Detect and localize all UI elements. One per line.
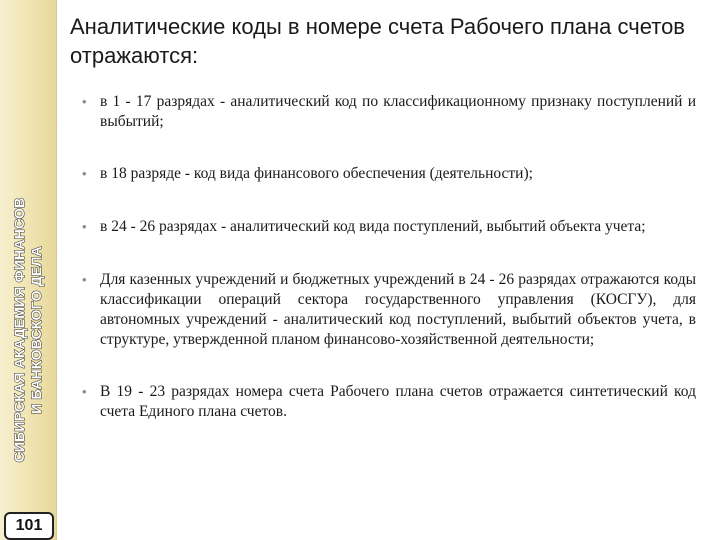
- slide-title: Аналитические коды в номере счета Рабочего плана счетов отражаются:: [70, 14, 685, 68]
- sidebar: [0, 0, 57, 540]
- academy-name: [11, 170, 45, 490]
- bullet-text: Для казенных учреждений и бюджетных учреждений в 24 - 26 разрядах отражаются коды классификации операций сектора государственного управления (КОСГУ), для автономных учреждений - аналитический код поступлений, выбытий объектов учета, в структуре, утвержденной планом финансово-хозяйственной деятельности;: [100, 271, 696, 348]
- list-item: [78, 382, 696, 422]
- list-item: [78, 92, 696, 132]
- list-item: [78, 164, 696, 184]
- academy-name-line-1: СИБИРСКАЯ АКАДЕМИЯ ФИНАНСОВ: [11, 197, 27, 463]
- bullet-list: [78, 92, 696, 422]
- bullet-text: в 24 - 26 разрядах - аналитический код вида поступлений, выбытий объекта учета;: [100, 218, 646, 235]
- academy-name-line-2: И БАНКОВСКОГО ДЕЛА: [28, 246, 44, 414]
- page-number: 101: [4, 512, 54, 540]
- bullet-text: в 18 разряде - код вида финансового обеспечения (деятельности);: [100, 165, 533, 182]
- bullet-text: В 19 - 23 разрядах номера счета Рабочего плана счетов отражается синтетический код счета Единого плана счетов.: [100, 383, 696, 420]
- bullet-icon: •: [82, 272, 87, 287]
- bullet-text: в 1 - 17 разрядах - аналитический код по классификационному признаку поступлений и выбытий;: [100, 93, 696, 130]
- bullet-icon: •: [82, 94, 87, 109]
- list-item: [78, 270, 696, 350]
- bullet-icon: •: [82, 384, 87, 399]
- bullet-icon: •: [82, 166, 87, 181]
- list-item: [78, 217, 696, 237]
- bullet-icon: •: [82, 219, 87, 234]
